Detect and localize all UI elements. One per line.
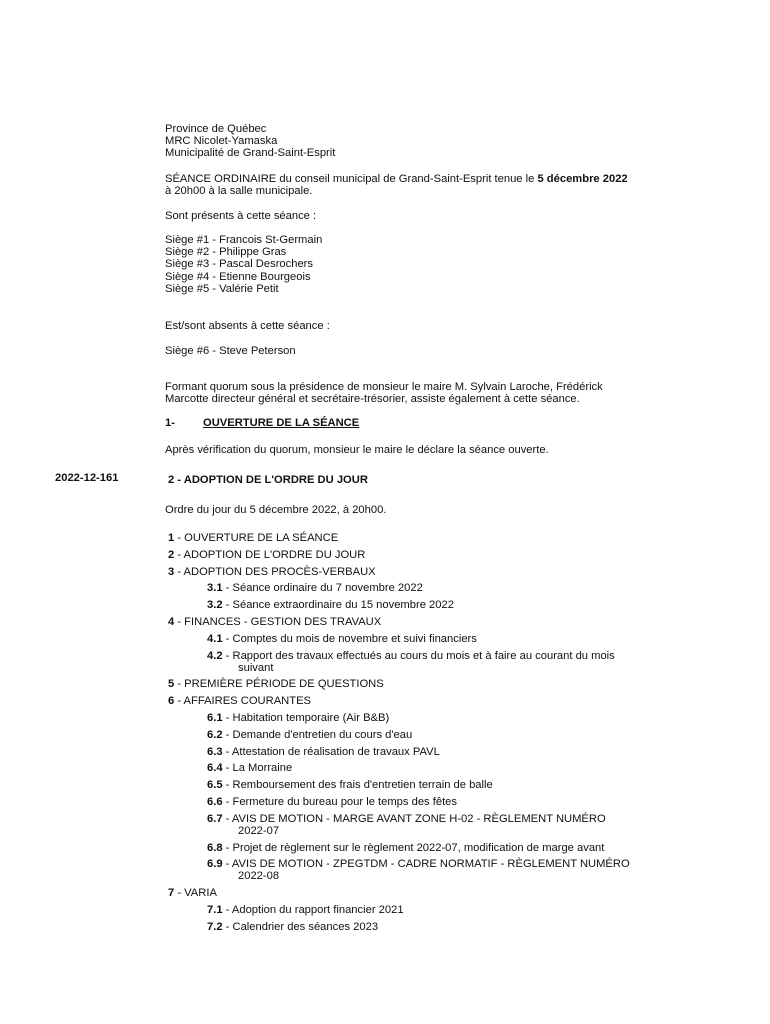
agenda-item-4-2 [168, 650, 615, 674]
agenda-item-text: - Demande d'entretien du cours d'eau [222, 728, 413, 741]
agenda-item-2 [168, 549, 365, 561]
province-line: Province de Québec [165, 123, 267, 135]
agenda-item-6-2 [168, 729, 412, 741]
agenda-item-6-8 [168, 842, 604, 854]
agenda-item-number: 4.2 [207, 649, 223, 662]
section-1-number: 1- [165, 417, 175, 429]
agenda-item-text: - OUVERTURE DE LA SÉANCE [174, 532, 339, 544]
section-1-title: OUVERTURE DE LA SÉANCE [203, 417, 360, 429]
agenda-item-3-2 [168, 599, 454, 611]
agenda-item-6-4 [168, 762, 292, 774]
agenda-item-text: - Remboursement des frais d'entretien terrain de balle [222, 779, 493, 792]
agenda-item-number: 7.2 [207, 920, 223, 933]
agenda-item-text: - FINANCES - GESTION DES TRAVAUX [174, 616, 382, 628]
letterhead [165, 123, 725, 160]
agenda-item-text: - AVIS DE MOTION - MARGE AVANT ZONE H-02 - RÈGLEMENT NUMÉRO [222, 812, 606, 825]
intro-text-2: à 20h00 à la salle municipale. [165, 185, 313, 198]
agenda-item-5 [168, 678, 384, 690]
section-1-text: Après vérification du quorum, monsieur le maire le déclare la séance ouverte. [165, 444, 549, 456]
member-seat-4: Siège #4 - Etienne Bourgeois [165, 270, 311, 283]
agenda-item-number: 7 [168, 887, 175, 900]
present-heading: Sont présents à cette séance : [165, 210, 317, 222]
session-date: 5 décembre 2022 [537, 173, 628, 185]
agenda-item-text: - Fermeture du bureau pour le temps des fêtes [222, 796, 457, 808]
agenda-item-number: 3.2 [207, 599, 223, 612]
agenda-item-text: - Habitation temporaire (Air B&B) [222, 712, 390, 724]
agenda-item-6-6 [168, 796, 457, 808]
agenda-item-number: 1 [168, 532, 175, 544]
agenda-item-text: - ADOPTION DES PROCÈS-VERBAUX [174, 565, 376, 578]
agenda-item-6-3 [168, 746, 440, 758]
agenda-item-6-9 [168, 858, 630, 882]
agenda-item-number: 6 [168, 695, 175, 708]
agenda-item-7-1 [168, 904, 404, 916]
member-seat-2: Siège #2 - Philippe Gras [165, 246, 287, 259]
agenda-item-number: 5 [168, 678, 175, 691]
agenda-item-text: - Séance ordinaire du 7 novembre 2022 [222, 582, 423, 595]
present-members [165, 234, 725, 295]
agenda-item-6-1 [168, 712, 389, 724]
agenda-item-6 [168, 695, 311, 707]
agenda-item-6-5 [168, 779, 493, 791]
absent-heading: Est/sont absents à cette séance : [165, 320, 330, 332]
agenda-item-number: 6.4 [207, 762, 223, 775]
agenda-intro: Ordre du jour du 5 décembre 2022, à 20h00. [165, 504, 387, 516]
agenda-item-text: - AFFAIRES COURANTES [174, 695, 311, 708]
absent-member-seat-6: Siège #6 - Steve Peterson [165, 345, 296, 357]
agenda-item-text: - PREMIÈRE PÉRIODE DE QUESTIONS [174, 678, 384, 691]
agenda-item-text: - La Morraine [222, 762, 293, 775]
agenda-item-text: - Projet de règlement sur le règlement 2022-07, modification de marge avant [222, 841, 605, 854]
section-1-heading [165, 417, 359, 429]
resolution-number: 2022-12-161 [55, 472, 119, 484]
agenda-item-text: - Séance extraordinaire du 15 novembre 2022 [222, 599, 454, 612]
agenda-item-7-2 [168, 921, 378, 933]
agenda-item-text: - Adoption du rapport financier 2021 [222, 904, 404, 916]
agenda-item-number: 6.6 [207, 796, 223, 808]
agenda-item-number: 6.2 [207, 728, 223, 741]
agenda-item-number: 6.8 [207, 841, 223, 854]
agenda-item-3 [168, 566, 376, 578]
quorum-paragraph [165, 381, 725, 405]
agenda-item-number: 7.1 [207, 904, 223, 916]
agenda-item-4 [168, 616, 381, 628]
agenda-item-3-1 [168, 582, 423, 594]
agenda-item-number: 6.3 [207, 745, 223, 758]
quorum-line-1: Formant quorum sous la présidence de monsieur le maire M. Sylvain Laroche, Frédérick [165, 381, 603, 393]
agenda-item-number: 3.1 [207, 582, 223, 595]
section-2-heading: 2 - ADOPTION DE L'ORDRE DU JOUR [168, 474, 368, 486]
agenda-item-6-7 [168, 813, 606, 837]
agenda-item-number: 6.5 [207, 779, 223, 792]
intro-text: SÉANCE ORDINAIRE du conseil municipal de Grand-Saint-Esprit tenue le [165, 173, 538, 185]
agenda-item-number: 4.1 [207, 632, 223, 645]
mrc-line: MRC Nicolet-Yamaska [165, 135, 278, 148]
agenda-item-text: - Rapport des travaux effectués au cours du mois et à faire au courant du mois [222, 649, 615, 662]
agenda-item-text-continued: suivant [238, 661, 274, 674]
member-seat-3: Siège #3 - Pascal Desrochers [165, 258, 313, 271]
agenda-item-7 [168, 887, 217, 899]
agenda-item-text-continued: 2022-08 [238, 870, 280, 883]
agenda-item-text: - Calendrier des séances 2023 [222, 920, 379, 933]
agenda-item-text: - Attestation de réalisation de travaux PAVL [222, 745, 440, 758]
agenda-item-text: - ADOPTION DE L'ORDRE DU JOUR [174, 548, 366, 561]
agenda-item-text: - AVIS DE MOTION - ZPEGTDM - CADRE NORMATIF - RÈGLEMENT NUMÉRO [222, 858, 630, 871]
session-intro [165, 173, 725, 197]
agenda-item-number: 4 [168, 616, 175, 628]
agenda-item-4-1 [168, 633, 477, 645]
agenda-item-text: - VARIA [174, 887, 217, 900]
member-seat-5: Siège #5 - Valérie Petit [165, 282, 279, 295]
agenda-item-text: - Comptes du mois de novembre et suivi financiers [222, 632, 477, 645]
agenda-item-number: 2 [168, 548, 175, 561]
agenda-item-number: 6.7 [207, 812, 223, 825]
agenda-item-number: 6.1 [207, 712, 223, 724]
agenda-item-text-continued: 2022-07 [238, 824, 280, 837]
quorum-line-2: Marcotte directeur général et secrétaire-trésorier, assiste également à cette séance. [165, 393, 580, 406]
agenda-item-number: 6.9 [207, 858, 223, 871]
agenda-item-number: 3 [168, 565, 175, 578]
member-seat-1: Siège #1 - Francois St-Germain [165, 234, 323, 246]
agenda-item-1 [168, 532, 338, 544]
municipality-line: Municipalité de Grand-Saint-Esprit [165, 147, 336, 160]
